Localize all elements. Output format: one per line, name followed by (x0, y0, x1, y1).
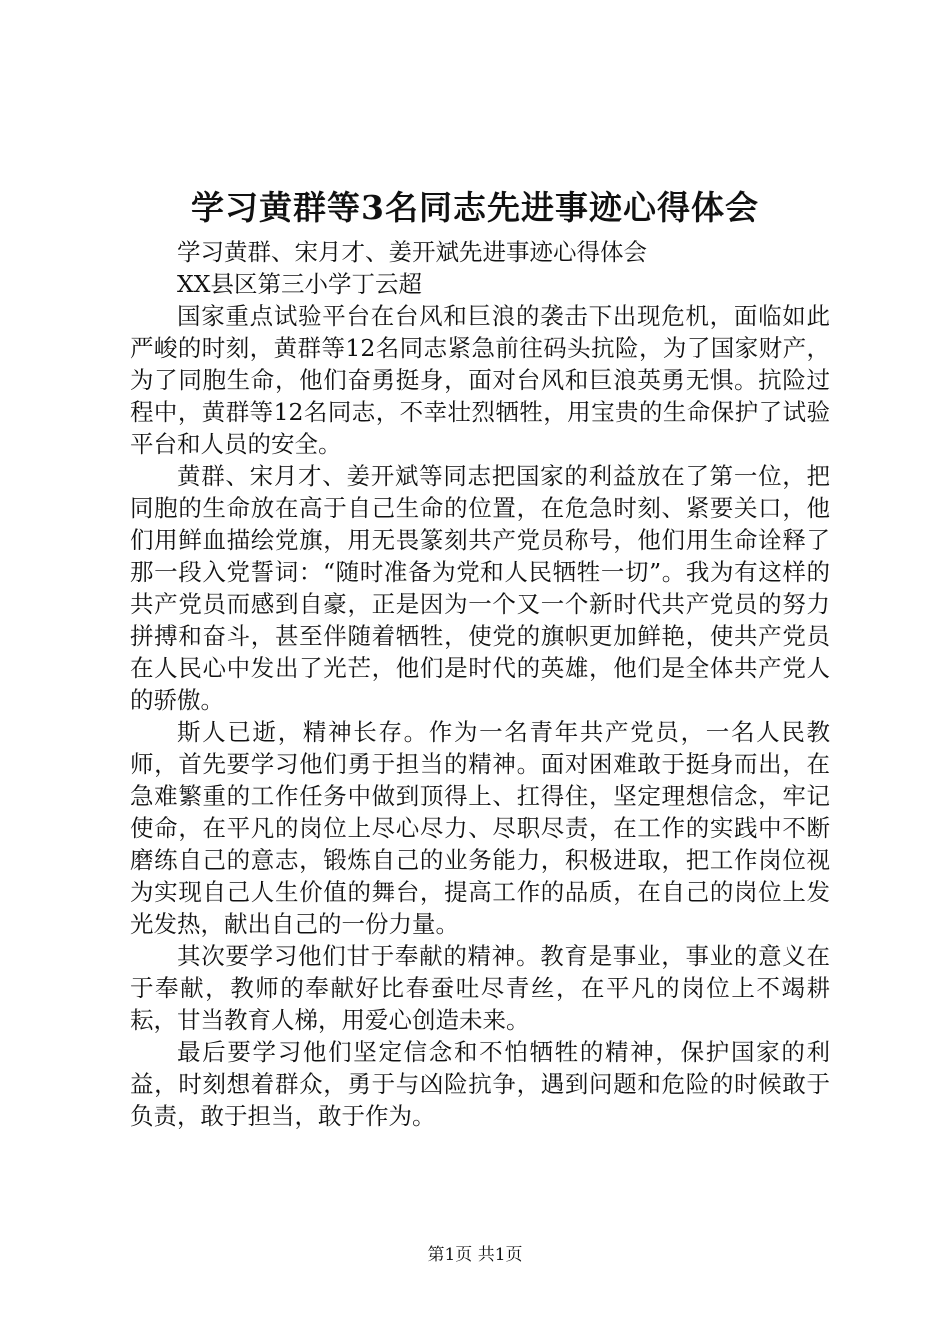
document-subtitle: 学习黄群、宋月才、姜开斌先进事迹心得体会 (177, 238, 647, 266)
document-author: XX县区第三小学丁云超 (177, 270, 422, 298)
page-footer: 第1页 共1页 (427, 1245, 523, 1265)
document-title: 学习黄群等3名同志先进事迹心得体会 (191, 188, 759, 227)
paragraph: 斯人已逝，精神长存。作为一名青年共产党员，一名人民教师，首先要学习他们勇于担当的精神。面对困难敢于挺身而出，在急难繁重的工作任务中做到顶得上、扛得住，坚定理想信念，牢记使命，在平凡的岗位上尽心尽力、尽职尽责，在工作的实践中不断磨练自己的意志，锻炼自己的业务能力，积极进取，把工作岗位视为实现自己人生价值的舞台，提高工作的品质，在自己的岗位上发光发热，献出自己的一份力量。 (130, 718, 830, 938)
paragraph: 黄群、宋月才、姜开斌等同志把国家的利益放在了第一位，把同胞的生命放在高于自己生命的位置，在危急时刻、紧要关口，他们用鲜血描绘党旗，用无畏篆刻共产党员称号，他们用生命诠释了那一段入党誓词：“随时准备为党和人民牺牲一切”。我为有这样的共产党员而感到自豪，正是因为一个又一个新时代共产党员的努力拼搏和奋斗，甚至伴随着牺牲，使党的旗帜更加鲜艳，使共产党员在人民心中发出了光芒，他们是时代的英雄，他们是全体共产党人的骄傲。 (130, 462, 830, 714)
paragraph: 最后要学习他们坚定信念和不怕牺牲的精神，保护国家的利益，时刻想着群众，勇于与凶险抗争，遇到问题和危险的时候敢于负责，敢于担当，敢于作为。 (130, 1038, 830, 1130)
paragraph: 国家重点试验平台在台风和巨浪的袭击下出现危机，面临如此严峻的时刻，黄群等12名同志紧急前往码头抗险，为了国家财产，为了同胞生命，他们奋勇挺身，面对台风和巨浪英勇无惧。抗险过程中，黄群等12名同志，不幸壮烈牺牲，用宝贵的生命保护了试验平台和人员的安全。 (130, 302, 830, 458)
document-body (130, 236, 830, 1132)
paragraph: 其次要学习他们甘于奉献的精神。教育是事业，事业的意义在于奉献，教师的奉献好比春蚕吐尽青丝，在平凡的岗位上不竭耕耘，甘当教育人梯，用爱心创造未来。 (130, 942, 830, 1034)
